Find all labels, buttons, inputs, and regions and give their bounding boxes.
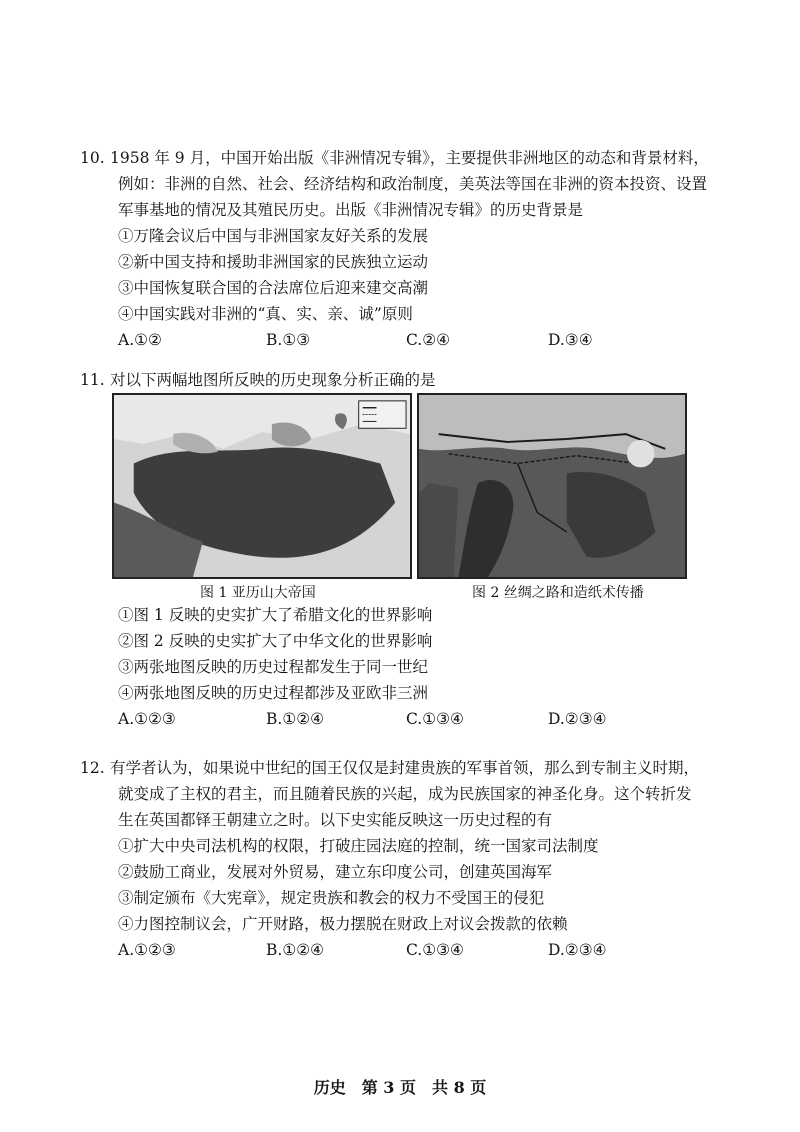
choice-c[interactable]: C.②④ bbox=[406, 331, 451, 349]
question-stem-line: 军事基地的情况及其殖民历史。出版《非洲情况专辑》的历史背景是 bbox=[118, 201, 584, 219]
statement-4: ④两张地图反映的历史过程都涉及亚欧非三洲 bbox=[118, 684, 429, 702]
statement-4: ④力图控制议会，广开财路，极力摆脱在财政上对议会拨款的依赖 bbox=[118, 915, 568, 933]
question-stem-line: 生在英国都铎王朝建立之时。以下史实能反映这一历史过程的有 bbox=[118, 811, 553, 829]
question-11 bbox=[80, 367, 720, 393]
map-2-caption: 图 2 丝绸之路和造纸术传播 bbox=[472, 585, 644, 601]
statement-2: ②图 2 反映的史实扩大了中华文化的世界影响 bbox=[118, 632, 433, 650]
choice-d[interactable]: D.③④ bbox=[548, 331, 593, 349]
question-number: 11. bbox=[80, 371, 105, 389]
map-2-image bbox=[419, 395, 685, 577]
answer-choices bbox=[80, 706, 720, 732]
question-stem-line: 对以下两幅地图所反映的历史现象分析正确的是 bbox=[110, 371, 436, 389]
question-stem-line: 例如：非洲的自然、社会、经济结构和政治制度，美英法等国在非洲的资本投资、设置 bbox=[118, 175, 708, 193]
statement-1: ①扩大中央司法机构的权限，打破庄园法庭的控制，统一国家司法制度 bbox=[118, 837, 599, 855]
choice-a[interactable]: A.①②③ bbox=[118, 941, 176, 959]
question-stem-line: 就变成了主权的君主，而且随着民族的兴起，成为民族国家的神圣化身。这个转折发 bbox=[118, 785, 692, 803]
question-stem-line: 有学者认为，如果说中世纪的国王仅仅是封建贵族的军事首领，那么到专制主义时期， bbox=[110, 759, 700, 777]
statement-2: ②新中国支持和援助非洲国家的民族独立运动 bbox=[118, 253, 429, 271]
statement-2: ②鼓励工商业，发展对外贸易，建立东印度公司，创建英国海军 bbox=[118, 863, 553, 881]
statement-3: ③中国恢复联合国的合法席位后迎来建交高潮 bbox=[118, 279, 429, 297]
choice-b[interactable]: B.①②④ bbox=[266, 941, 325, 959]
question-12 bbox=[80, 755, 720, 963]
question-number: 10. bbox=[80, 149, 105, 167]
statement-4: ④中国实践对非洲的“真、实、亲、诚”原则 bbox=[118, 305, 413, 323]
statement-3: ③两张地图反映的历史过程都发生于同一世纪 bbox=[118, 658, 429, 676]
alexander-empire-map bbox=[112, 393, 412, 579]
question-stem-line: 1958 年 9 月，中国开始出版《非洲情况专辑》，主要提供非洲地区的动态和背景材料， bbox=[110, 149, 709, 167]
silk-road-map bbox=[417, 393, 687, 579]
map-1-image bbox=[114, 395, 410, 577]
map-1-caption: 图 1 亚历山大帝国 bbox=[200, 585, 316, 601]
choice-a[interactable]: A.①② bbox=[118, 331, 162, 349]
answer-choices bbox=[80, 937, 720, 963]
choice-b[interactable]: B.①②④ bbox=[266, 710, 325, 728]
statement-1: ①万隆会议后中国与非洲国家友好关系的发展 bbox=[118, 227, 429, 245]
choice-d[interactable]: D.②③④ bbox=[548, 710, 607, 728]
page-footer: 历史 第 3 页 共 8 页 bbox=[313, 1078, 487, 1097]
map-figures bbox=[112, 393, 687, 579]
choice-b[interactable]: B.①③ bbox=[266, 331, 311, 349]
choice-a[interactable]: A.①②③ bbox=[118, 710, 176, 728]
answer-choices bbox=[80, 327, 720, 353]
statement-3: ③制定颁布《大宪章》，规定贵族和教会的权力不受国王的侵犯 bbox=[118, 889, 545, 907]
question-number: 12. bbox=[80, 759, 105, 777]
choice-c[interactable]: C.①③④ bbox=[406, 941, 464, 959]
choice-d[interactable]: D.②③④ bbox=[548, 941, 607, 959]
choice-c[interactable]: C.①③④ bbox=[406, 710, 464, 728]
statement-1: ①图 1 反映的史实扩大了希腊文化的世界影响 bbox=[118, 606, 433, 624]
question-11-options bbox=[80, 602, 720, 732]
question-10 bbox=[80, 145, 720, 353]
